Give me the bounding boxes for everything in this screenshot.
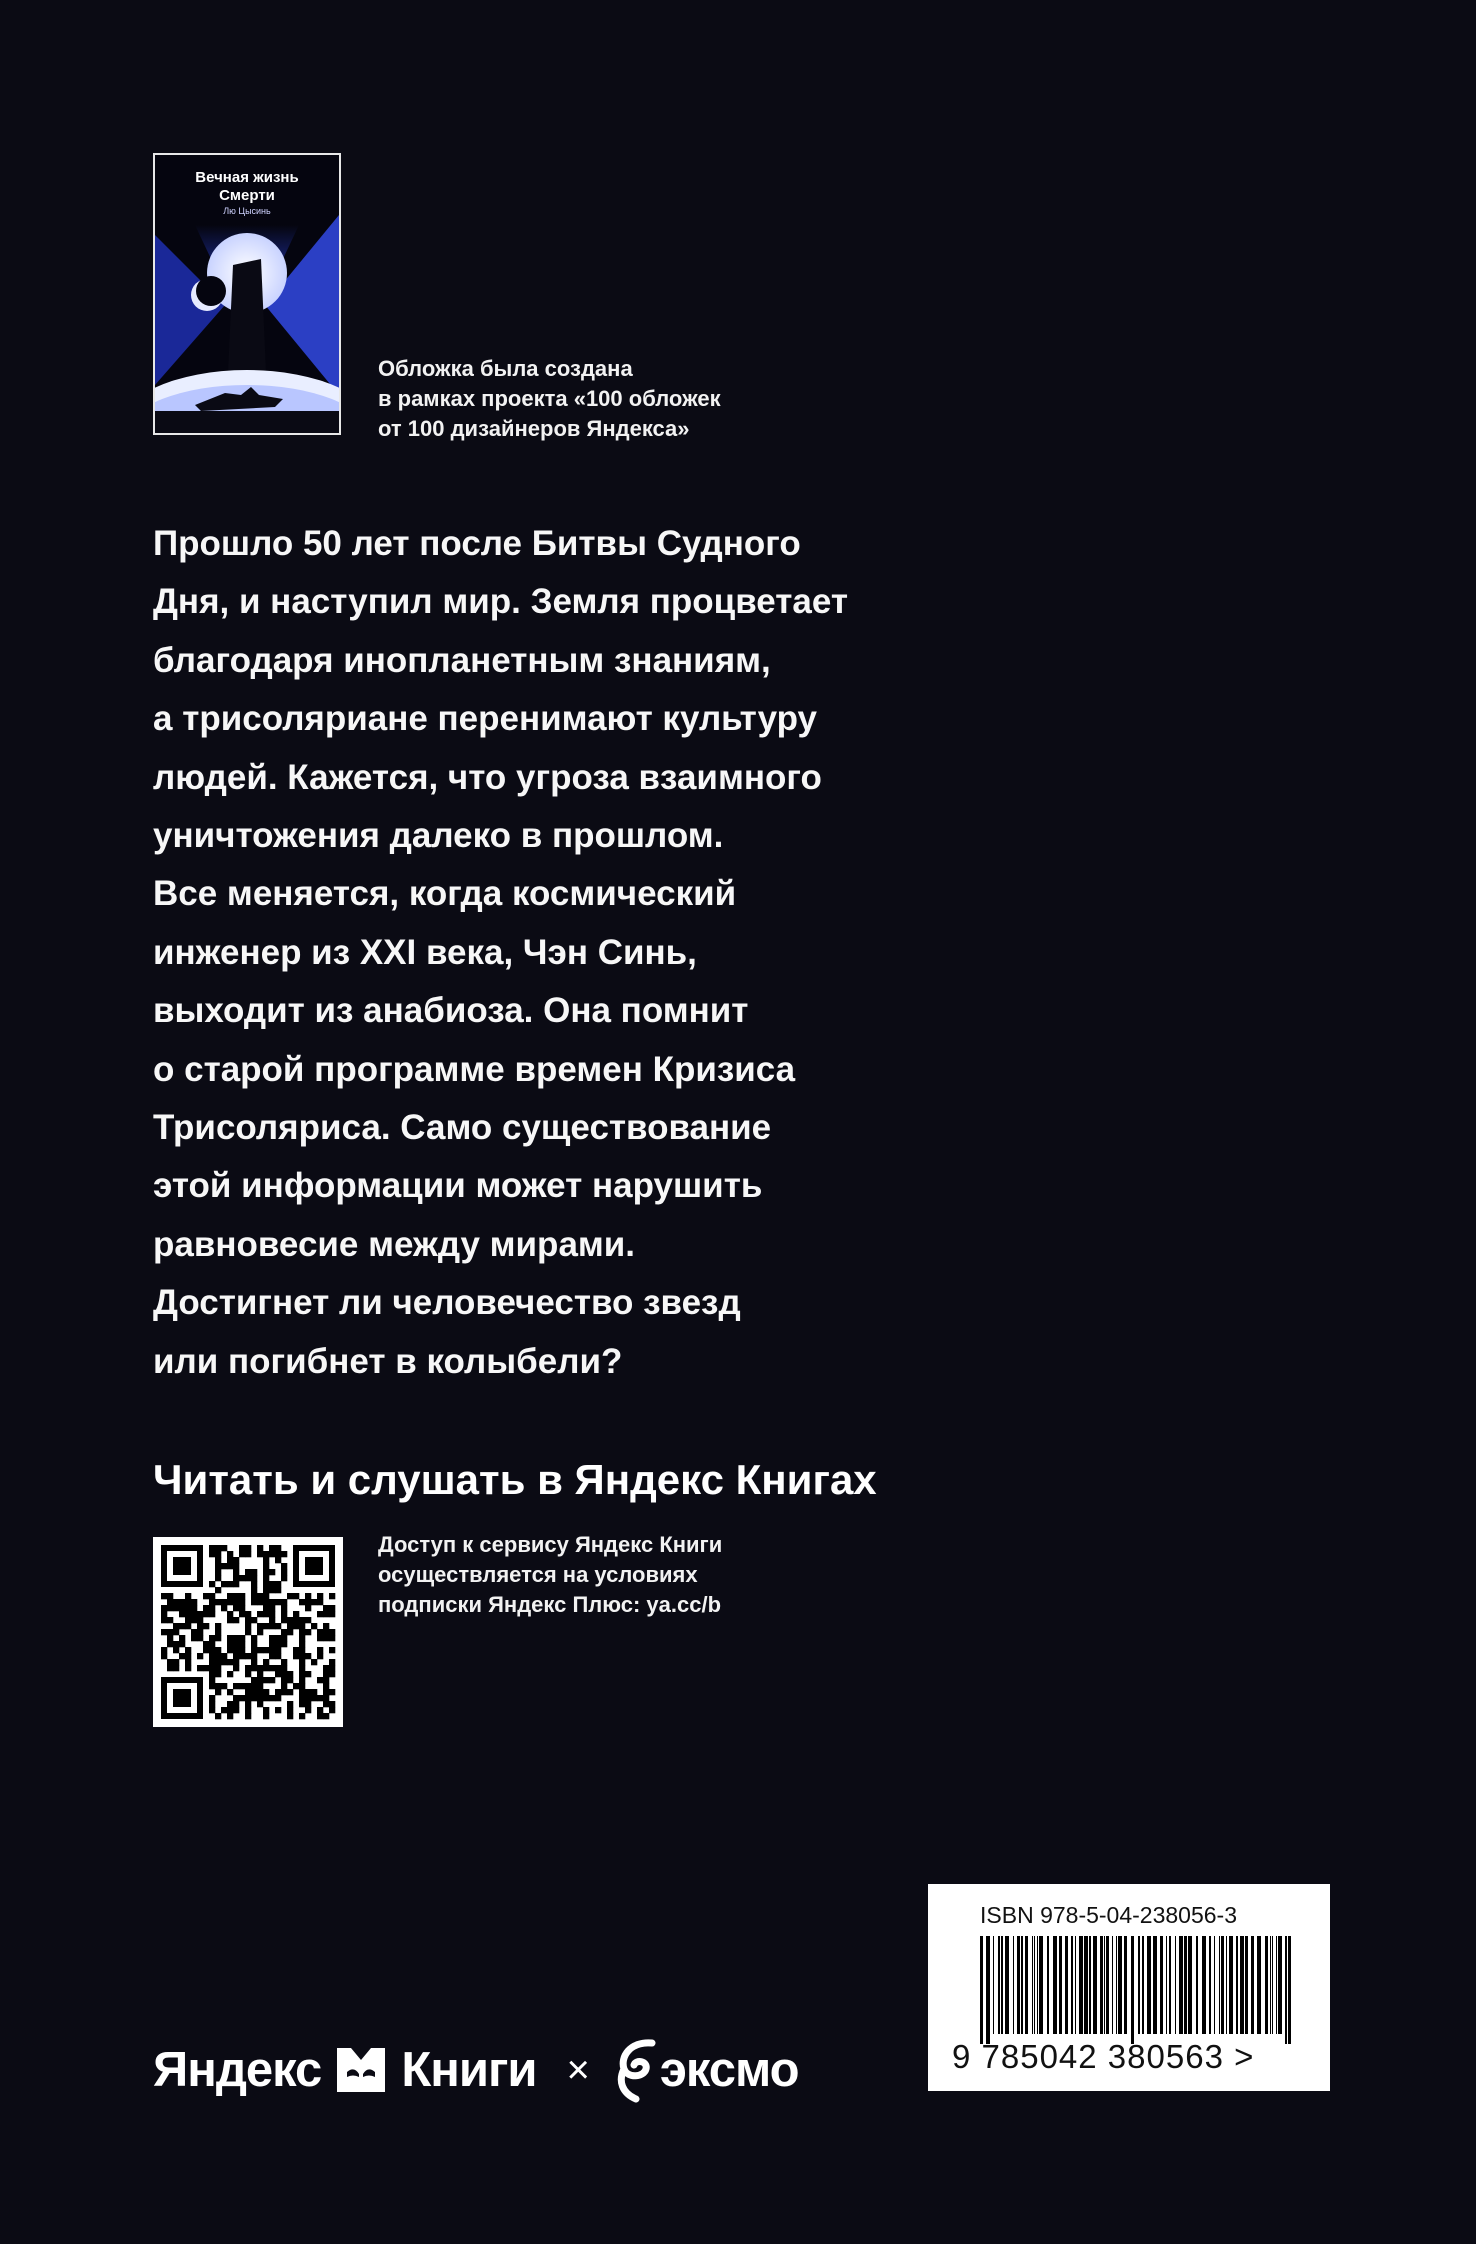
- barcode-digits: 9 785042 380563 >: [952, 2038, 1255, 2075]
- cover-note: [378, 354, 798, 444]
- qr-code[interactable]: [153, 1537, 343, 1727]
- blurb-line: Дня, и наступил мир. Земля процветает: [153, 582, 849, 622]
- isbn-label: ISBN 978-5-04-238056-3: [980, 1902, 1237, 1928]
- blurb-line: а трисоляриане перенимают культуру: [153, 699, 818, 739]
- blurb-line: или погибнет в колыбели?: [153, 1341, 623, 1381]
- blurb-line: благодаря инопланетным знаниям,: [153, 640, 771, 680]
- qr-code-graphic: [153, 1537, 343, 1727]
- access-note: [378, 1530, 838, 1620]
- blurb-line: Все меняется, когда космический: [153, 874, 737, 914]
- blurb-line: этой информации может нарушить: [153, 1166, 763, 1206]
- cover-note-line: от 100 дизайнеров Яндекса»: [378, 416, 690, 441]
- thumbnail-title: [155, 169, 339, 205]
- times-sign: ×: [566, 2047, 590, 2092]
- access-note-line: осуществляется на условиях: [378, 1562, 698, 1587]
- access-note-line: Доступ к сервису Яндекс Книги: [378, 1532, 723, 1557]
- knigi-logo-text: Книги: [401, 2043, 537, 2097]
- blurb-line: Прошло 50 лет после Битвы Судного: [153, 524, 801, 563]
- cover-thumbnail: [153, 153, 341, 435]
- cover-note-line: в рамках проекта «100 обложек: [378, 386, 721, 411]
- yandex-logo-text: Яндекс: [153, 2043, 322, 2097]
- blurb-line: о старой программе времен Кризиса: [153, 1049, 796, 1089]
- blurb-line: людей. Кажется, что угроза взаимного: [153, 757, 822, 797]
- book-blurb: [153, 515, 953, 1391]
- blurb-line: выходит из анабиоза. Она помнит: [153, 991, 749, 1031]
- isbn-barcode: [928, 1884, 1330, 2091]
- thumbnail-title-line: Вечная жизнь: [195, 169, 299, 186]
- publisher-logos: [153, 2035, 799, 2105]
- access-note-line: подписки Яндекс Плюс: ya.cc/b: [378, 1592, 722, 1617]
- thumbnail-author: Лю Цысинь: [223, 206, 271, 216]
- eksmo-swirl-icon: [612, 2035, 660, 2105]
- eksmo-logo-text: эксмо: [659, 2043, 799, 2097]
- bookmark-mask-icon: [335, 2044, 387, 2096]
- read-heading: Читать и слушать в Яндекс Книгах: [153, 1456, 877, 1503]
- blurb-line: уничтожения далеко в прошлом.: [153, 816, 724, 856]
- thumbnail-title-line: Смерти: [219, 187, 275, 204]
- blurb-line: равновесие между мирами.: [153, 1224, 636, 1264]
- blurb-line: Трисоляриса. Само существование: [153, 1108, 772, 1148]
- blurb-line: Достигнет ли человечество звезд: [153, 1283, 741, 1323]
- blurb-line: инженер из XXI века, Чэн Синь,: [153, 932, 697, 972]
- cover-note-line: Обложка была создана: [378, 356, 633, 381]
